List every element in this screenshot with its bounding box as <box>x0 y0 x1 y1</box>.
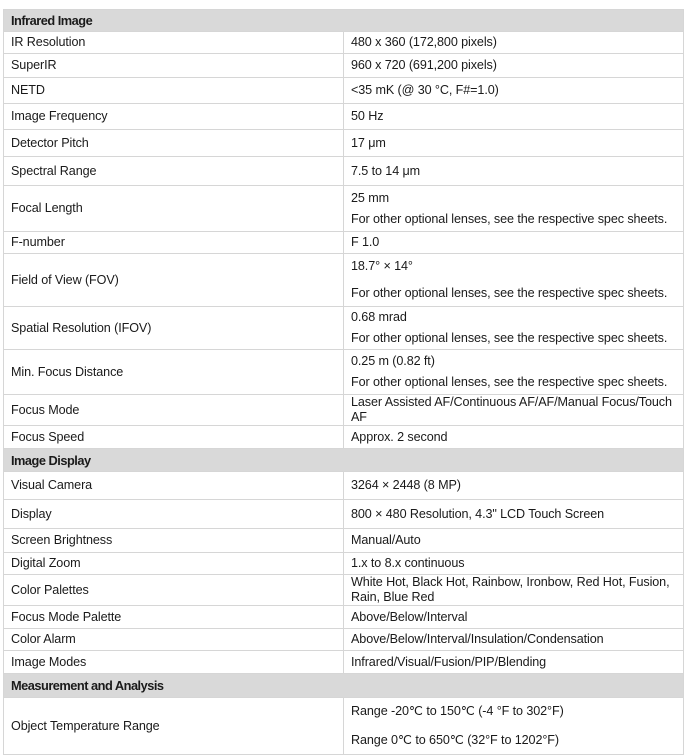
spec-row <box>4 529 684 553</box>
spec-row <box>4 157 684 186</box>
spec-value: Above/Below/Interval <box>344 606 684 629</box>
spec-label: Spatial Resolution (IFOV) <box>4 307 344 350</box>
spec-label: F-number <box>4 232 344 254</box>
spec-label: Spectral Range <box>4 157 344 186</box>
section-header-image-display <box>4 449 684 472</box>
spec-value: <35 mK (@ 30 °C, F#=1.0) <box>344 78 684 104</box>
spec-value-note: For other optional lenses, see the respective spec sheets. <box>351 211 668 226</box>
spec-value-line: 18.7° × 14° <box>351 259 413 273</box>
section-header-infrared-image <box>4 10 684 32</box>
spec-value <box>344 698 684 755</box>
spec-label: Image Modes <box>4 651 344 674</box>
section-title: Image Display <box>4 449 684 472</box>
spec-label: Min. Focus Distance <box>4 350 344 395</box>
spec-value-note: For other optional lenses, see the respective spec sheets. <box>351 286 668 300</box>
spec-value <box>344 186 684 232</box>
spec-label: Screen Brightness <box>4 529 344 553</box>
spec-table <box>3 9 684 755</box>
spec-value-note: For other optional lenses, see the respective spec sheets. <box>351 375 668 389</box>
spec-value: 17 μm <box>344 130 684 157</box>
spec-value: 1.x to 8.x continuous <box>344 553 684 575</box>
spec-label: Color Palettes <box>4 575 344 606</box>
spec-label: SuperIR <box>4 54 344 78</box>
spec-value <box>344 307 684 350</box>
spec-value-line: 25 mm <box>351 190 389 205</box>
spec-row <box>4 500 684 529</box>
spec-label: Focus Speed <box>4 426 344 449</box>
spec-label: Focus Mode Palette <box>4 606 344 629</box>
spec-value: 480 x 360 (172,800 pixels) <box>344 32 684 54</box>
spec-value-line: Range -20℃ to 150℃ (-4 °F to 302°F) <box>351 704 564 718</box>
spec-row <box>4 350 684 395</box>
spec-label: Field of View (FOV) <box>4 254 344 307</box>
spec-label: NETD <box>4 78 344 104</box>
spec-value: 800 × 480 Resolution, 4.3" LCD Touch Screen <box>344 500 684 529</box>
spec-row <box>4 232 684 254</box>
spec-row <box>4 307 684 350</box>
spec-label: Visual Camera <box>4 472 344 500</box>
spec-row <box>4 54 684 78</box>
spec-row <box>4 32 684 54</box>
spec-value: White Hot, Black Hot, Rainbow, Ironbow, Red Hot, Fusion, Rain, Blue Red <box>344 575 684 606</box>
spec-label: Focal Length <box>4 186 344 232</box>
spec-value <box>344 254 684 307</box>
spec-value: Above/Below/Interval/Insulation/Condensation <box>344 629 684 651</box>
spec-row <box>4 472 684 500</box>
spec-row <box>4 254 684 307</box>
section-title: Infrared Image <box>4 10 684 32</box>
spec-row <box>4 426 684 449</box>
spec-row <box>4 104 684 130</box>
spec-row <box>4 78 684 104</box>
section-title: Measurement and Analysis <box>4 674 684 698</box>
spec-label: Image Frequency <box>4 104 344 130</box>
spec-row <box>4 553 684 575</box>
spec-row <box>4 130 684 157</box>
spec-value: Manual/Auto <box>344 529 684 553</box>
spec-value-line: 0.25 m (0.82 ft) <box>351 354 435 368</box>
spec-value: 3264 × 2448 (8 MP) <box>344 472 684 500</box>
spec-label: Detector Pitch <box>4 130 344 157</box>
spec-value: Approx. 2 second <box>344 426 684 449</box>
spec-value-line: 0.68 mrad <box>351 310 407 324</box>
spec-row <box>4 186 684 232</box>
spec-row <box>4 651 684 674</box>
spec-row <box>4 698 684 755</box>
spec-row <box>4 575 684 606</box>
spec-label: Color Alarm <box>4 629 344 651</box>
spec-row <box>4 395 684 426</box>
spec-value: Laser Assisted AF/Continuous AF/AF/Manual Focus/Touch AF <box>344 395 684 426</box>
section-header-measurement-and-analysis <box>4 674 684 698</box>
spec-value <box>344 350 684 395</box>
spec-row <box>4 606 684 629</box>
spec-label: IR Resolution <box>4 32 344 54</box>
spec-value-note: For other optional lenses, see the respective spec sheets. <box>351 331 668 345</box>
spec-label: Digital Zoom <box>4 553 344 575</box>
spec-label: Focus Mode <box>4 395 344 426</box>
spec-label: Object Temperature Range <box>4 698 344 755</box>
spec-value: 50 Hz <box>344 104 684 130</box>
spec-value: 7.5 to 14 μm <box>344 157 684 186</box>
spec-value: Infrared/Visual/Fusion/PIP/Blending <box>344 651 684 674</box>
spec-value: 960 x 720 (691,200 pixels) <box>344 54 684 78</box>
spec-label: Display <box>4 500 344 529</box>
spec-row <box>4 629 684 651</box>
spec-value: F 1.0 <box>344 232 684 254</box>
spec-value-line: Range 0℃ to 650℃ (32°F to 1202°F) <box>351 733 559 747</box>
